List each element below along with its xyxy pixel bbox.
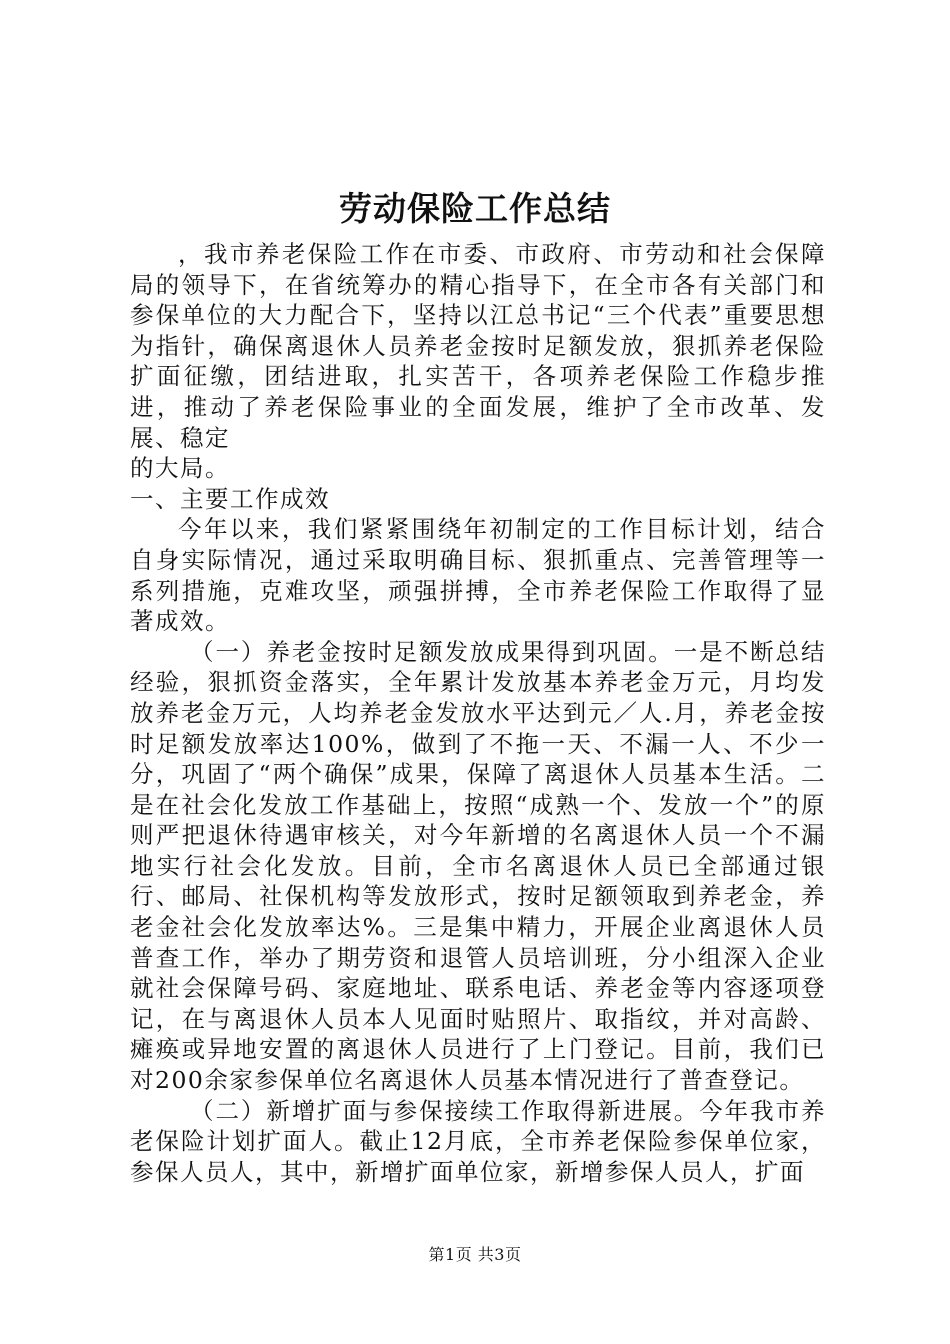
document-title: 劳动保险工作总结 xyxy=(339,189,611,228)
paragraph-pension-payment: （一）养老金按时足额发放成果得到巩固。一是不断总结经验，狠抓资金落实，全年累计发放基本养老金万元，月均发放养老金万元，人均养老金发放水平达到元／人.月，养老金按时足额发放率达100%，做到了不拖一天、不漏一人、不少一分，巩固了“两个确保”成果，保障了离退休人员基本生活。二是在社会化发放工作基础上，按照“成熟一个、发放一个”的原则严把退休待遇审核关，对今年新增的名离退休人员一个不漏地实行社会化发放。目前，全市名离退休人员已全部通过银行、邮局、社保机构等发放形式，按时足额领取到养老金，养老金社会化发放率达%。三是集中精力，开展企业离退休人员普查工作，举办了期劳资和退管人员培训班，分小组深入企业就社会保障号码、家庭地址、联系电话、养老金等内容逐项登记，在与离退休人员本人见面时贴照片、取指纹，并对高龄、瘫痪或异地安置的离退休人员进行了上门登记。目前，我们已对200余家参保单位名离退休人员基本情况进行了普查登记。 xyxy=(130,637,826,1095)
paragraph-intro-end: 的大局。 xyxy=(130,454,230,483)
paragraph-achievements: 今年以来，我们紧紧围绕年初制定的工作目标计划，结合自身实际情况，通过采取明确目标、狠抓重点、完善管理等一系列措施，克难攻坚，顽强拼搏，全市养老保险工作取得了显著成效。 xyxy=(130,515,826,636)
section-heading: 一、主要工作成效 xyxy=(130,484,330,513)
document-body xyxy=(130,239,826,1187)
paragraph-intro: ，我市养老保险工作在市委、市政府、市劳动和社会保障局的领导下，在省统筹办的精心指导下，在全市各有关部门和参保单位的大力配合下，坚持以江总书记“三个代表”重要思想为指针，确保离退休人员养老金按时足额发放，狠抓养老保险扩面征缴，团结进取，扎实苦干，各项养老保险工作稳步推进，推动了养老保险事业的全面发展，维护了全市改革、发展、稳定 xyxy=(130,240,826,452)
page-footer: 第1页 共3页 xyxy=(428,1245,522,1264)
paragraph-coverage-expansion: （二）新增扩面与参保接续工作取得新进展。今年我市养老保险计划扩面人。截止12月底，全市养老保险参保单位家，参保人员人，其中，新增扩面单位家，新增参保人员人，扩面 xyxy=(130,1096,826,1186)
